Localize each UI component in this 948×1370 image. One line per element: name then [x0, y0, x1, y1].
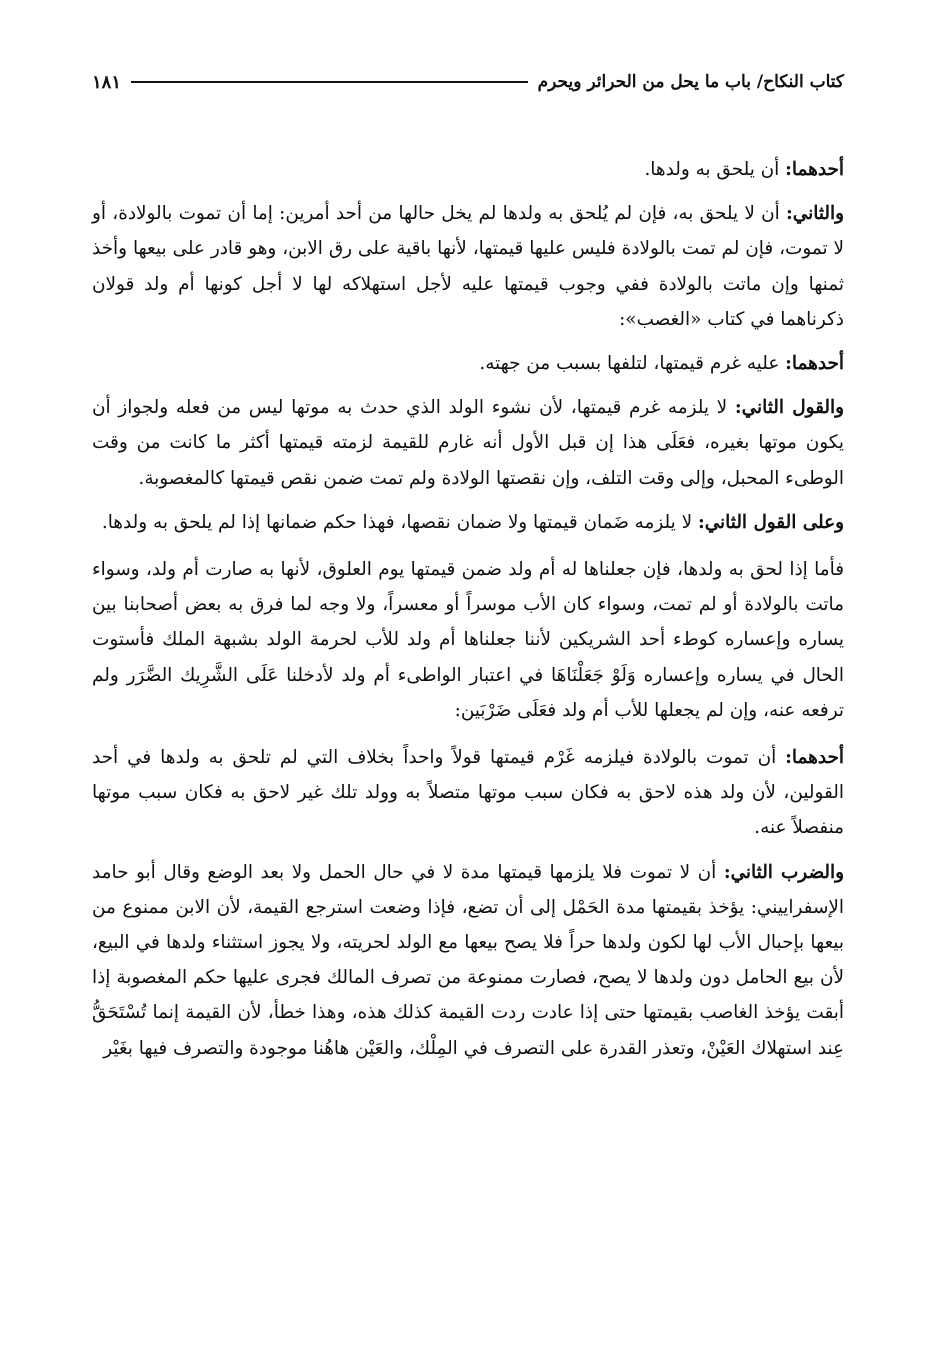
paragraph-6: [92, 552, 844, 728]
paragraph-lead: والثاني:: [786, 203, 844, 225]
paragraph-2: [92, 196, 844, 337]
paragraph-lead: أحدهما:: [785, 747, 844, 769]
body-text: [92, 152, 844, 1066]
paragraph-lead: والقول الثاني:: [734, 397, 845, 419]
paragraph-text: أن يلحق به ولدها.: [644, 159, 786, 180]
paragraph-text: عليه غرم قيمتها، لتلفها بسبب من جهته.: [479, 353, 786, 375]
paragraph-1: [92, 152, 844, 187]
paragraph-7: [92, 740, 844, 846]
paragraph-text: أن لا يلحق به، فإن لم يُلحق به ولدها لم يخل حالها من أحد أمرين: إما أن تموت بالولادة، أو لا تموت، فإن لم تمت بالولادة فليس عليها قيمتها، لأنها باقية على رق الابن، وهو قادر على بيعها وأخذ ثمنها وإن ماتت بالولادة ففي وجوب قيمتها عليه لأجل استهلاكه لها لا أجل كونها أم ولد قولان ذكرناهما في كتاب «الغصب»:: [92, 203, 844, 330]
paragraph-lead: أحدهما:: [785, 159, 844, 180]
paragraph-5: [92, 505, 844, 540]
paragraph-lead: أحدهما:: [785, 353, 844, 375]
chapter-title: كتاب النكاح/ باب ما يحل من الحرائر ويحرم: [537, 72, 844, 92]
paragraph-text: لا يلزمه غرم قيمتها، لأن نشوء الولد الذي حدث به موتها ليس من فعله ولجواز أن يكون موتها بغيره، فعَلَى هذا إن قبل الأول أنه غارم للقيمة لزمته قيمتها أكثر ما كانت من وقت الوطىء المحبل، وإلى وقت التلف، وإن نقصتها الولادة ولم تمت ضمن نقص قيمتها كالمغصوبة.: [92, 397, 844, 489]
paragraph-8: [92, 855, 844, 1066]
header-rule: [131, 81, 528, 83]
paragraph-4: [92, 390, 844, 496]
paragraph-lead: وعلى القول الثاني:: [697, 511, 844, 533]
document-page: [92, 62, 844, 1370]
page-number: ١٨١: [92, 71, 122, 93]
running-header: [92, 62, 844, 102]
paragraph-text: فأما إذا لحق به ولدها، فإن جعلناها له أم ولد ضمن قيمتها يوم العلوق، لأنها به صارت أم ولد، وسواء ماتت بالولادة أو لم تمت، وسواء كان الأب موسراً أو معسراً، ولا وجه لما فرق به بعض أصحابنا بين يساره وإعساره كوطء أحد الشريكين لأننا جعلناها أم ولد للأب لحرمة الولد بشبهة الملك فأستوت الحال في يساره وإعساره وَلَوْ جَعَلْنَاهَا في اعتبار الواطىء أم ولد لأدخلنا عَلَى الشَّرِيك الضَّرَر ولم ترفعه عنه، وإن لم يجعلها للأب أم ولد فعَلَى ضَرْبَين:: [92, 559, 844, 721]
paragraph-text: أن تموت بالولادة فيلزمه غَرْم قيمتها قولاً واحداً بخلاف التي لم تلحق به ولدها في أحد القولين، لأن ولد هذه لاحق به فكان سبب موتها متصلاً به وولد تلك غير لاحق به فكان سبب موتها منفصلاً عنه.: [92, 747, 844, 839]
paragraph-3: [92, 346, 844, 381]
paragraph-text: أن لا تموت فلا يلزمها قيمتها مدة لا في حال الحمل ولا بعد الوضع وقال أبو حامد الإسفراييني: يؤخذ بقيمتها مدة الحَمْل إلى أن تضع، فإذا وضعت استرجع القيمة، لأن الابن ممنوع من بيعها بإحبال الأب لها لكون ولدها حراً فلا يصح بيعها مع الولد لحريته، ولا يجوز استثناء ولدها في البيع، لأن بيع الحامل دون ولدها لا يصح، فصارت ممنوعة من تصرف المالك فجرى عليها حكم المغصوبة إذا أبقت يؤخذ الغاصب بقيمتها حتى إذا عادت ردت القيمة كذلك هذه، وهذا خطأ، لأن القيمة إنما تُسْتَحَقُّ عِند استهلاك العَيْنْ، وتعذر القدرة على التصرف في المِلْك، والعَيْن هاهُنا موجودة والتصرف فيها بغَيْر: [92, 861, 844, 1059]
paragraph-text: لا يلزمه ضَمان قيمتها ولا ضمان نقصها، فهذا حكم ضمانها إذا لم يلحق به ولدها.: [101, 511, 698, 533]
paragraph-lead: والضرب الثاني:: [723, 861, 844, 883]
